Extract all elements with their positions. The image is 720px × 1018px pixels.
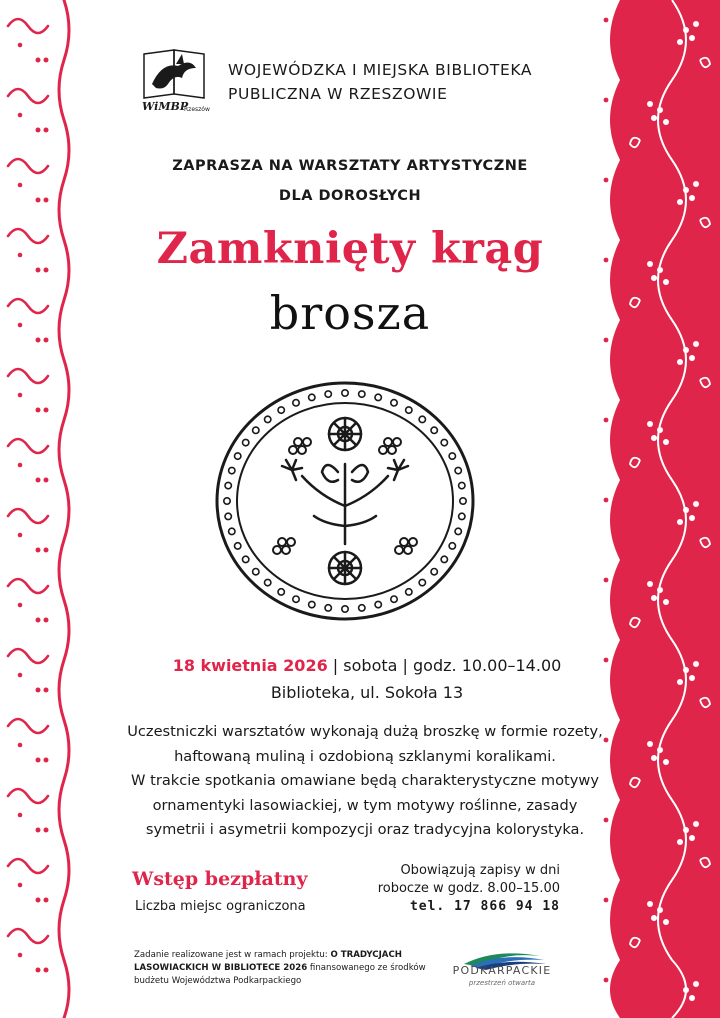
bead-dot bbox=[375, 394, 381, 400]
bead-dot bbox=[243, 556, 249, 562]
description-line: haftowaną muliną i ozdobioną szklanymi koralikami. bbox=[174, 747, 556, 765]
project-prefix: Zadanie realizowane jest w ramach projektu: bbox=[134, 950, 331, 960]
event-day: sobota bbox=[343, 656, 398, 675]
signup-line2: robocze w godz. 8.00–15.00 bbox=[377, 881, 560, 896]
bead-dot bbox=[406, 589, 412, 595]
svg-text:Rzeszów: Rzeszów bbox=[184, 106, 210, 113]
bead-dot bbox=[309, 601, 315, 607]
library-name-line1: WOJEWÓDZKA I MIEJSKA BIBLIOTEKA bbox=[228, 61, 533, 79]
bead-dot bbox=[431, 427, 437, 433]
bead-dot bbox=[309, 394, 315, 400]
bead-dot bbox=[225, 482, 231, 488]
bead-dot bbox=[253, 427, 259, 433]
bead-dot bbox=[359, 605, 365, 611]
rosette-brooch-illustration bbox=[210, 376, 480, 626]
bead-dot bbox=[278, 589, 284, 595]
library-logo bbox=[138, 44, 216, 116]
bead-dot bbox=[342, 606, 348, 612]
bead-dot bbox=[278, 407, 284, 413]
signup-line1: Obowiązują zapisy w dni bbox=[400, 863, 560, 878]
bead-dot bbox=[449, 453, 455, 459]
bead-dot bbox=[449, 543, 455, 549]
bead-dot bbox=[229, 528, 235, 534]
bead-dot bbox=[253, 569, 259, 575]
bead-dot bbox=[325, 605, 331, 611]
sponsor-name: PODKARPACKIE bbox=[452, 964, 552, 977]
project-suffix: finansowanego ze środków budżetu Województwa Podkarpackiego bbox=[134, 963, 426, 986]
project-funding-note bbox=[134, 949, 430, 988]
separator: | bbox=[402, 656, 408, 675]
bead-dot bbox=[406, 407, 412, 413]
invitation-heading bbox=[100, 151, 600, 211]
event-location: Biblioteka, ul. Sokoła 13 bbox=[270, 683, 464, 702]
description-line: W trakcie spotkania omawiane będą charakterystyczne motywy bbox=[131, 772, 599, 789]
bead-dot bbox=[293, 596, 299, 602]
bead-dot bbox=[455, 528, 461, 534]
bead-dot bbox=[359, 391, 365, 397]
free-admission: Wstęp bezpłatny bbox=[132, 868, 308, 890]
bead-dot bbox=[225, 513, 231, 519]
limited-seats: Liczba miejsc ograniczona bbox=[135, 899, 306, 914]
description-line: symetrii i asymetrii kompozycji oraz tradycyjna kolorystyka. bbox=[145, 821, 585, 838]
library-name bbox=[228, 58, 568, 106]
bead-dot bbox=[460, 498, 466, 504]
bead-dot bbox=[441, 556, 447, 562]
bead-dot bbox=[229, 467, 235, 473]
project-name: O TRADYCJACH LASOWIACKICH W BIBLIOTECE 2026 bbox=[134, 950, 402, 973]
bead-dot bbox=[265, 579, 271, 585]
bead-dot bbox=[325, 391, 331, 397]
phone-number: tel. 17 866 94 18 bbox=[409, 899, 560, 914]
bead-dot bbox=[375, 601, 381, 607]
library-name-line2: PUBLICZNA W RZESZOWIE bbox=[228, 85, 448, 103]
bead-dot bbox=[342, 390, 348, 396]
invitation-line1: ZAPRASZA NA WARSZTATY ARTYSTYCZNE bbox=[172, 158, 528, 174]
bead-dot bbox=[391, 596, 397, 602]
description-line: Uczestniczki warsztatów wykonają dużą broszkę w formie rozety, bbox=[127, 723, 603, 740]
description-line: ornamentyki lasowiackiej, w tym motywy roślinne, zasady bbox=[152, 796, 578, 814]
bead-dot bbox=[391, 400, 397, 406]
signup-info bbox=[360, 862, 560, 916]
separator: | bbox=[332, 656, 339, 675]
svg-text:WiMBP: WiMBP bbox=[142, 100, 189, 113]
bead-dot bbox=[455, 467, 461, 473]
event-date-time bbox=[100, 655, 634, 677]
bead-dot bbox=[419, 579, 425, 585]
title-sub: brosza bbox=[269, 286, 431, 340]
title-main: Zamknięty krąg bbox=[156, 224, 544, 274]
invitation-line2: DLA DOROSŁYCH bbox=[278, 188, 422, 204]
bead-dot bbox=[441, 439, 447, 445]
bead-dot bbox=[431, 569, 437, 575]
bead-dot bbox=[224, 498, 230, 504]
bead-dot bbox=[235, 543, 241, 549]
bead-dot bbox=[459, 482, 465, 488]
event-date: 18 kwietnia 2026 bbox=[172, 656, 328, 675]
bead-dot bbox=[265, 416, 271, 422]
event-description bbox=[96, 720, 634, 843]
right-folk-border bbox=[600, 0, 720, 1018]
bead-dot bbox=[459, 513, 465, 519]
event-time: godz. 10.00–14.00 bbox=[413, 656, 562, 675]
bead-dot bbox=[235, 453, 241, 459]
bead-dot bbox=[243, 439, 249, 445]
sponsor-tagline: przestrzeń otwarta bbox=[468, 979, 536, 987]
bead-dot bbox=[419, 416, 425, 422]
left-folk-border bbox=[0, 0, 82, 1018]
bead-dot bbox=[293, 400, 299, 406]
